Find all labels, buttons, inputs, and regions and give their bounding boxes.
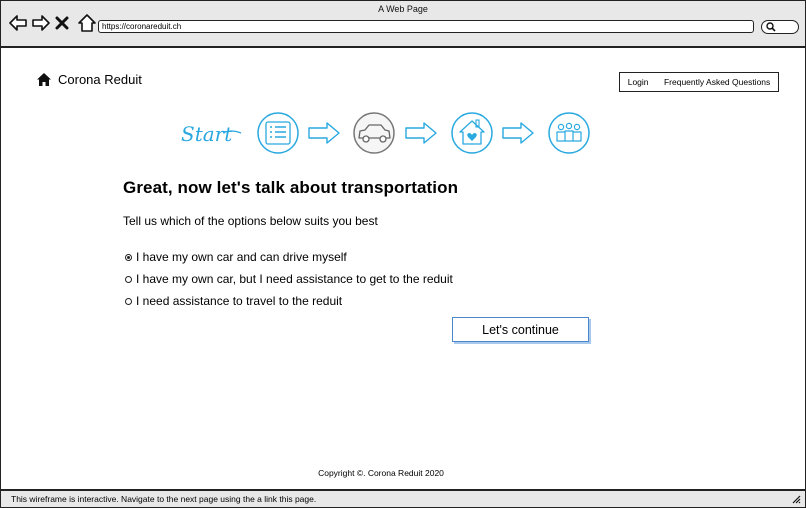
search-icon bbox=[766, 22, 776, 32]
status-text: This wireframe is interactive. Navigate to the next page using the a link this page. bbox=[11, 494, 317, 504]
progress-steps bbox=[179, 111, 599, 155]
car-icon[interactable] bbox=[354, 113, 394, 153]
brand-label: Corona Reduit bbox=[58, 72, 142, 87]
radio-selected[interactable] bbox=[125, 254, 132, 261]
window-title: A Web Page bbox=[378, 4, 428, 14]
arrow-icon bbox=[503, 123, 533, 143]
status-bar bbox=[1, 489, 805, 508]
forward-arrow-icon[interactable] bbox=[32, 14, 50, 32]
option-label: I need assistance to travel to the reduit bbox=[136, 294, 343, 308]
browser-chrome bbox=[1, 1, 805, 48]
svg-text:Start: Start bbox=[181, 122, 233, 146]
resize-grip-icon[interactable] bbox=[791, 494, 801, 504]
url-text: https://coronareduit.ch bbox=[102, 22, 182, 31]
people-icon[interactable] bbox=[549, 113, 589, 153]
top-nav bbox=[619, 72, 779, 92]
option-label: I have my own car, but I need assistance to get to the reduit bbox=[136, 272, 453, 286]
brand[interactable] bbox=[37, 72, 142, 87]
option-own-car-assistance[interactable] bbox=[125, 268, 453, 290]
home-icon bbox=[37, 73, 51, 86]
transport-options bbox=[125, 246, 453, 312]
arrow-icon bbox=[406, 123, 436, 143]
start-label bbox=[181, 122, 241, 146]
option-own-car[interactable] bbox=[125, 246, 453, 268]
login-link[interactable]: Login bbox=[627, 77, 649, 87]
house-heart-icon[interactable] bbox=[452, 113, 492, 153]
page-heading: Great, now let's talk about transportation bbox=[123, 178, 459, 197]
home-outline-icon[interactable] bbox=[78, 14, 96, 32]
option-label: I have my own car and can drive myself bbox=[136, 250, 347, 264]
continue-button[interactable]: Let's continue bbox=[452, 317, 589, 342]
faq-link[interactable]: Frequently Asked Questions bbox=[663, 77, 771, 87]
checklist-icon[interactable] bbox=[258, 113, 298, 153]
page-subheading: Tell us which of the options below suits you best bbox=[123, 214, 378, 228]
radio-unselected[interactable] bbox=[125, 298, 132, 305]
option-travel-assistance[interactable] bbox=[125, 290, 453, 312]
arrow-icon bbox=[309, 123, 339, 143]
back-arrow-icon[interactable] bbox=[9, 14, 27, 32]
browser-search-field[interactable] bbox=[761, 20, 799, 34]
nav-buttons bbox=[9, 14, 96, 32]
copyright-footer: Copyright ©. Corona Reduit 2020 bbox=[318, 468, 444, 478]
address-bar[interactable] bbox=[98, 20, 754, 33]
close-x-icon[interactable] bbox=[55, 14, 73, 32]
radio-unselected[interactable] bbox=[125, 276, 132, 283]
